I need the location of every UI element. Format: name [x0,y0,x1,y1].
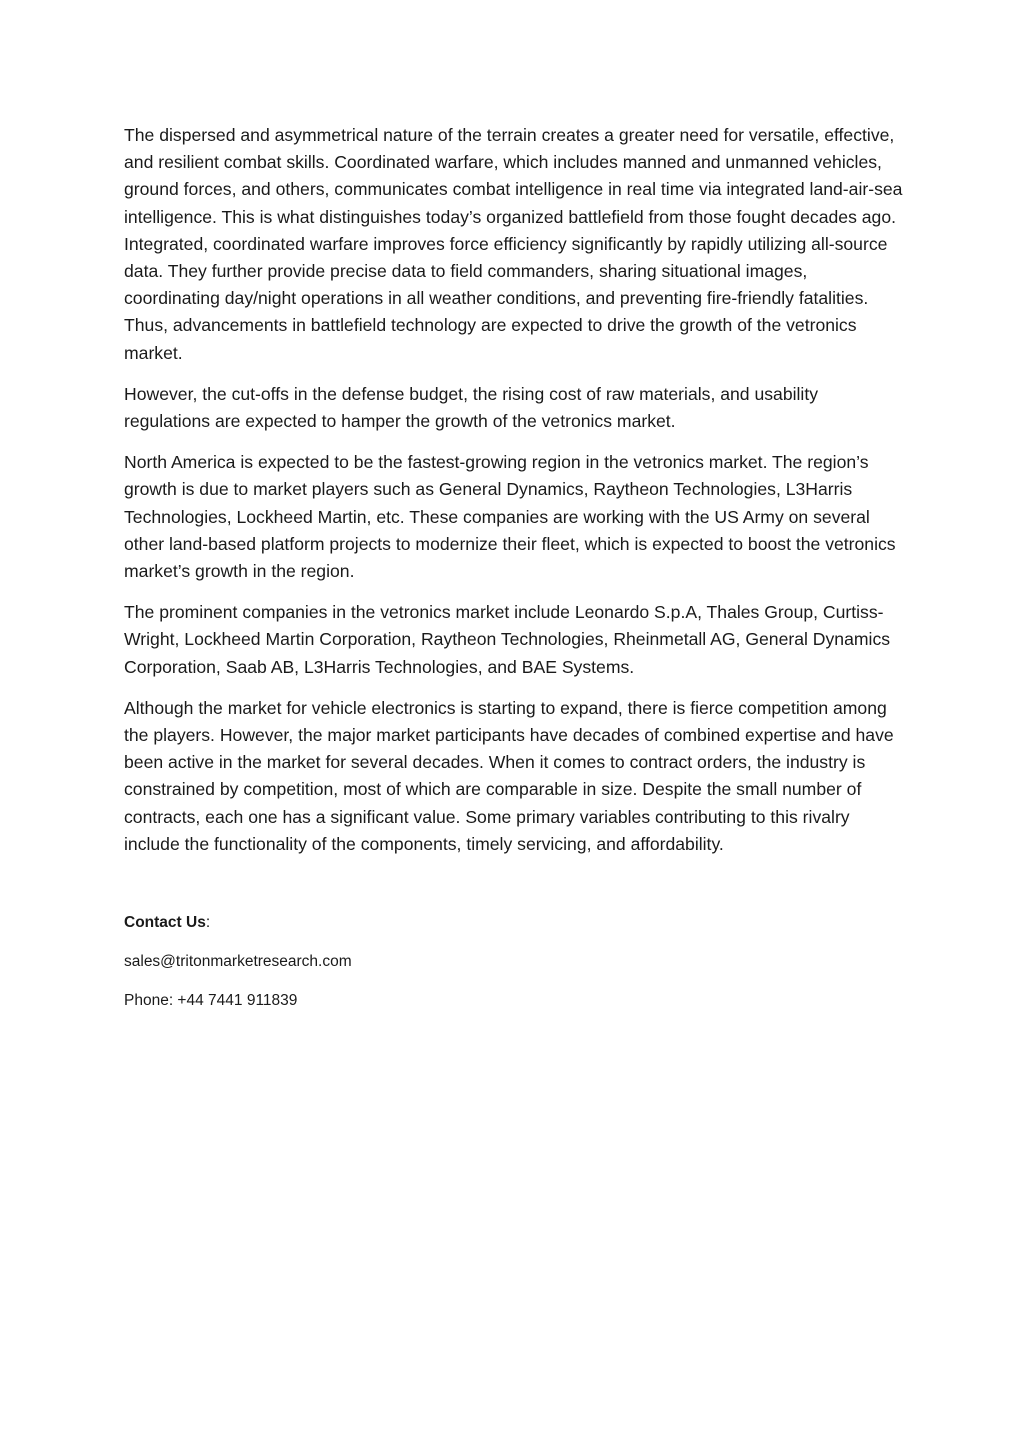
contact-section [124,910,904,1013]
body-paragraph: However, the cut-offs in the defense budget, the rising cost of raw materials, and usability regulations are expected to hamper the growth of the vetronics market. [124,383,819,432]
contact-email[interactable]: sales@tritonmarketresearch.com [124,953,352,971]
document-page [124,122,904,1027]
contact-label-colon: : [205,914,211,932]
body-paragraph: The prominent companies in the vetronics market include Leonardo S.p.A, Thales Group, Curtiss-Wright, Lockheed Martin Corporation, Raytheon Technologies, Rheinmetall AG, General Dynamics Corporation, Saab AB, L3Harris Technologies, and BAE Systems. [124,602,891,677]
contact-phone: Phone: +44 7441 911839 [124,992,298,1010]
body-paragraph: Although the market for vehicle electronics is starting to expand, there is fierce competition among the players. However, the major market participants have decades of combined expertise and have been active in the market for several decades. When it comes to contract orders, the industry is constrained by competition, most of which are comparable in size. Despite the small number of contracts, each one has a significant value. Some primary variables contributing to this rivalry include the functionality of the components, timely servicing, and affordability. [124,697,894,854]
body-paragraph: North America is expected to be the fastest-growing region in the vetronics market. The region’s growth is due to market players such as General Dynamics, Raytheon Technologies, L3Harris Technologies, Lockheed Martin, etc. These companies are working with the US Army on several other land-based platform projects to modernize their fleet, which is expected to boost the vetronics market’s growth in the region. [124,452,896,582]
contact-heading [124,910,904,935]
body-paragraph: The dispersed and asymmetrical nature of the terrain creates a greater need for versatile, effective, and resilient combat skills. Coordinated warfare, which includes manned and unmanned vehicles, ground forces, and others, communicates combat intelligence in real time via integrated land-air-sea intelligence. This is what distinguishes today’s organized battlefield from those fought decades ago. Integrated, coordinated warfare improves force efficiency significantly by rapidly utilizing all-source data. They further provide precise data to field commanders, sharing situational images, coordinating day/night operations in all weather conditions, and preventing fire-friendly fatalities. Thus, advancements in battlefield technology are expected to drive the growth of the vetronics market. [124,125,903,363]
contact-label: Contact Us [124,914,206,932]
